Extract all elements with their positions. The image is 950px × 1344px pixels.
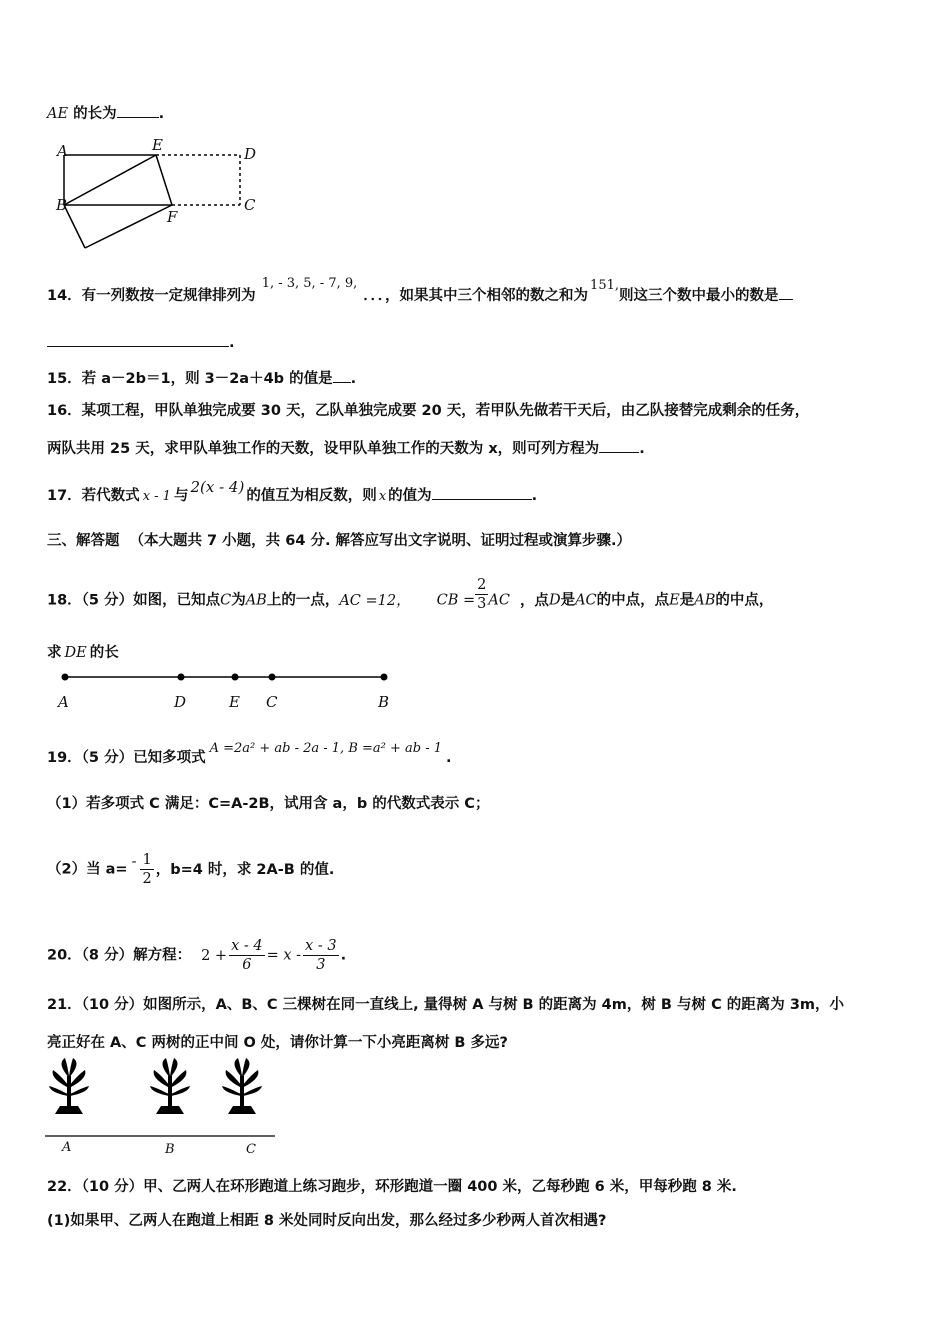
fraction-x-4-over-6: $\frac{x - 4}{6}$ [231,938,263,973]
segment-prime-f [85,205,172,248]
q13-label-a: A [57,142,68,160]
segment-ef [156,155,172,205]
answer-blank[interactable] [432,485,532,500]
fraction-1-2: $\frac{1}{2}$ [142,852,152,887]
q18-label-a: A [58,693,69,711]
q19-polynomials: A =2a² + ab - 2a - 1, B =a² + ab - 1 [209,741,443,756]
q13-label-f: F [167,208,178,226]
q13-label-c: C [244,196,256,214]
segment-b-prime [64,205,85,248]
q18-label-b: B [378,693,390,711]
q16-line2: 两队共用 25 天，求甲队单独工作的天数，设甲队单独工作的天数为 x，则可列方程为 . [47,438,645,459]
point-b [381,674,388,681]
fraction-2-3: $\frac{2}{3}$ [477,577,487,612]
answer-blank[interactable] [779,285,793,300]
q13-text: AE 的长为 . [47,103,164,124]
q19-line1: 19．（5 分）已知多项式A =2a² + ab - 2a - 1, B =a² + ab - 1. [47,741,452,766]
q15-text: 15．若 a－2b＝1，则 3－2a＋4b 的值是 . [47,368,356,389]
q13-label-b: B [56,196,68,214]
q13-label-e: E [152,136,163,154]
q18-line2: 求 DE 的长 [47,645,119,661]
tree-a-icon [49,1058,89,1114]
q14-sequence: 1, - 3, 5, - 7, 9, [261,276,358,291]
q22-line1: 22．（10 分）甲、乙两人在环形跑道上练习跑步，环形跑道一圈 400 米，乙每秒跑 6 米，甲每秒跑 8 米. [47,1179,737,1195]
q16-line1: 16．某项工程，甲队单独完成要 30 天，乙队单独完成要 20 天，若甲队先做若干天后，由乙队接替完成剩余的任务， [47,403,810,419]
q21-label-a: A [62,1140,72,1155]
q18-segment-figure [55,670,395,690]
q13-label-d: D [244,145,257,163]
answer-blank[interactable] [599,438,639,453]
q22-line2: (1)如果甲、乙两人在跑道上相距 8 米处同时反向出发，那么经过多少秒两人首次相遇? [47,1213,607,1229]
q21-line1: 21．（10 分）如图所示，A、B、C 三棵树在同一直线上, 量得树 A 与树 B 的距离为 4m，树 B 与树 C 的距离为 3m，小 [47,997,845,1013]
point-a [62,674,69,681]
q18-label-d: D [174,693,187,711]
q20-text: 20．（8 分）解方程： 2 + $\frac{x - 4}{6}$ = x - $\frac{x - 3}{3}$ . [47,938,347,973]
q21-label-b: B [165,1142,175,1157]
q21-line2: 亮正好在 A、C 两树的正中间 O 处，请你计算一下小亮距离树 B 多远? [47,1035,508,1051]
fraction-x-3-over-3: $\frac{x - 3}{3}$ [305,938,337,973]
answer-blank[interactable] [333,368,351,383]
q14-sum: 151, [590,278,619,293]
q19-part1: （1）若多项式 C 满足：C=A-2B，试用含 a，b 的代数式表示 C； [47,796,490,812]
point-e [232,674,239,681]
q18-label-c: C [266,693,278,711]
point-c [269,674,276,681]
q19-part2: （2）当 a= - $\frac{1}{2}$ ，b=4 时，求 2A-B 的值. [47,852,335,887]
q13-figure [50,140,270,255]
point-d [178,674,185,681]
q21-label-c: C [246,1142,256,1157]
answer-blank[interactable] [47,332,229,347]
q13-ae: AE [47,106,69,122]
segment-be [64,155,156,205]
tree-b-icon [150,1058,190,1114]
q17-text: 17．若代数式 x - 1 与 2(x - 4) 的值互为相反数，则 x 的值为 . [47,478,538,504]
section-title: 三、解答题 （本大题共 7 小题，共 64 分. 解答应写出文字说明、证明过程或演算步骤.） [47,533,632,549]
q21-tree-figure [45,1062,280,1142]
q18-line1: 18．（5 分）如图，已知点C为AB上的一点，AC =12， CB = $\frac{2}{3}$ AC ，点D是AC的中点，点E是AB的中点， [47,577,774,612]
tree-c-icon [222,1058,262,1114]
q18-ac: AC =12， [339,592,411,609]
q17-expr1: x - 1 [142,489,171,504]
answer-blank[interactable] [117,103,159,118]
q14-line2: . [47,332,235,353]
q17-expr2: 2(x - 4) [190,478,245,496]
q14-line1: 14．有一列数按一定规律排列为1, - 3, 5, - 7, 9,．．．，如果其中三个相邻的数之和为151,则这三个数中最小的数是 [47,285,793,307]
q18-label-e: E [229,693,240,711]
